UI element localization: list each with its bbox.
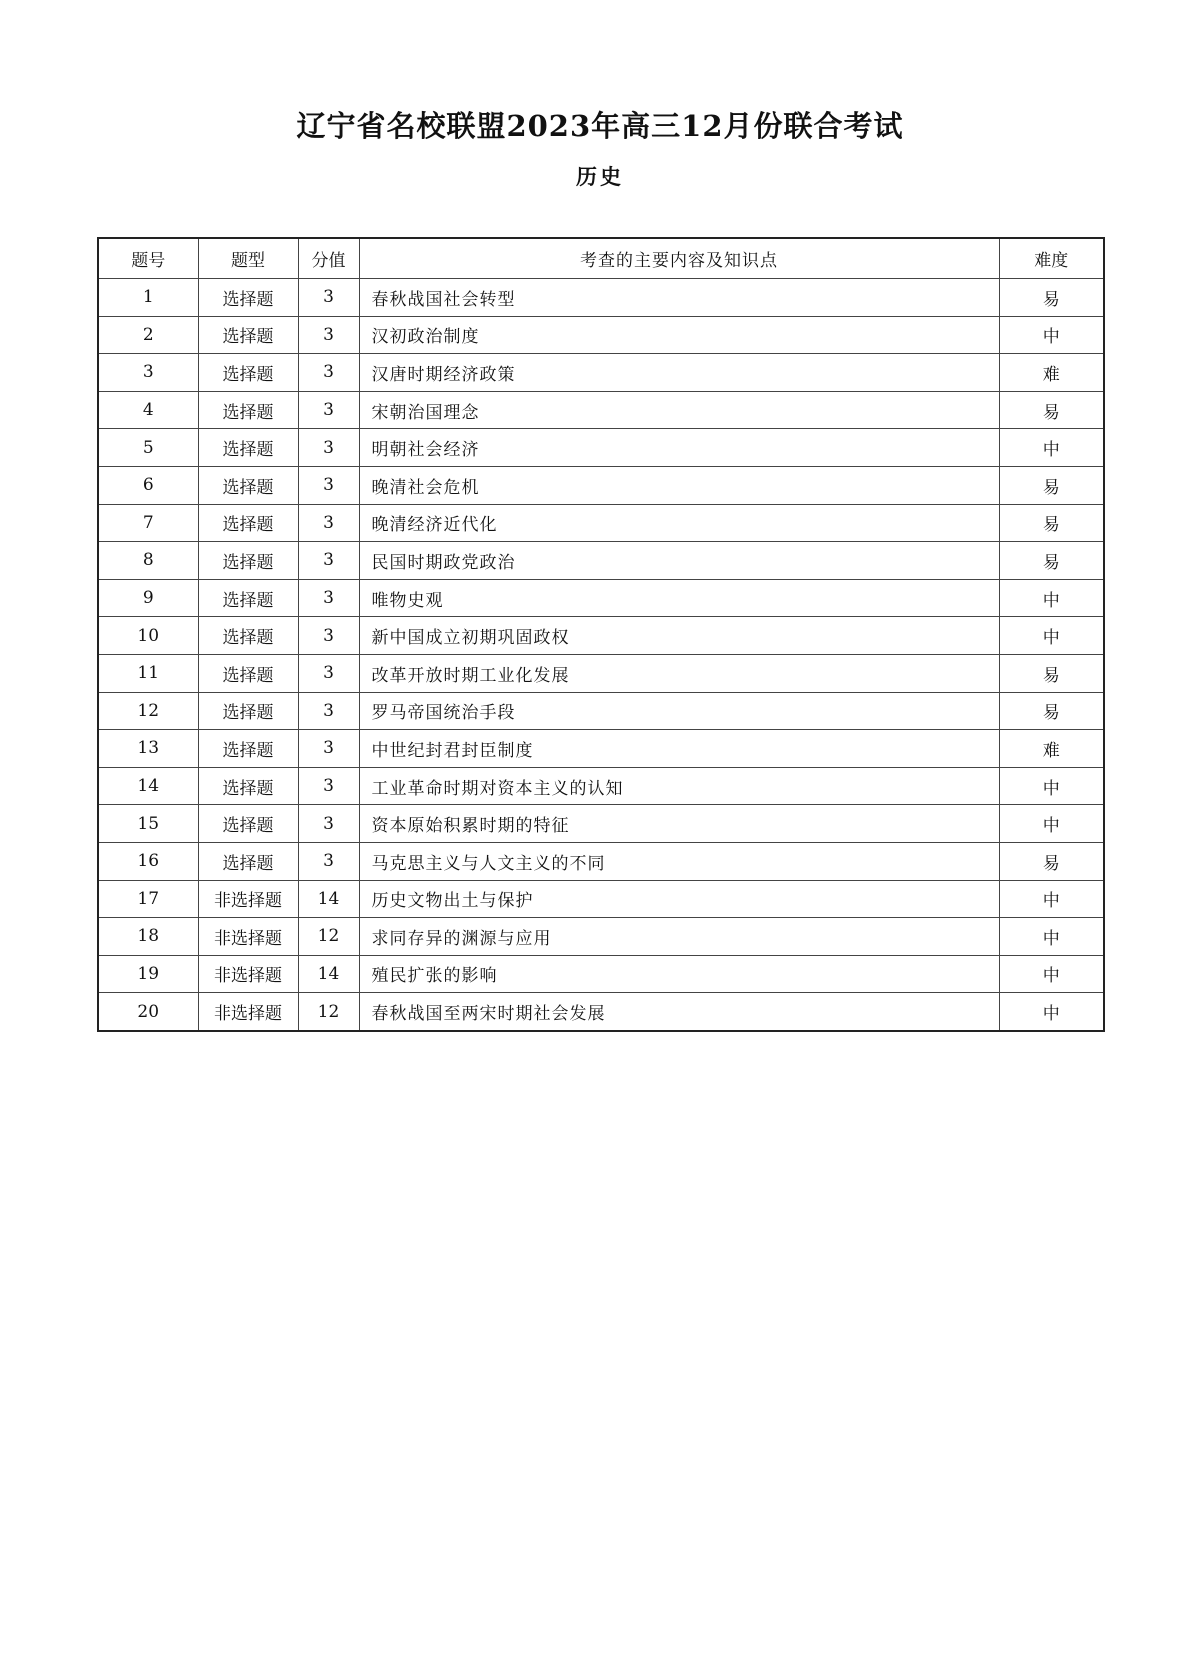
question-number-cell: 9	[98, 579, 198, 617]
page-title: 辽宁省名校联盟2023年高三12月份联合考试	[296, 109, 904, 143]
question-number-cell: 11	[98, 654, 198, 692]
content-cell: 改革开放时期工业化发展	[359, 654, 999, 692]
question-type-cell: 选择题	[198, 542, 298, 580]
table-row	[98, 617, 1104, 655]
table-row	[98, 805, 1104, 843]
question-number-cell: 18	[98, 918, 198, 956]
question-number-cell: 20	[98, 993, 198, 1031]
question-type-cell: 选择题	[198, 391, 298, 429]
difficulty-cell: 中	[999, 955, 1104, 993]
content-cell: 工业革命时期对资本主义的认知	[359, 767, 999, 805]
difficulty-cell: 易	[999, 279, 1104, 317]
question-type-cell: 选择题	[198, 617, 298, 655]
score-cell: 3	[298, 316, 359, 354]
table-row	[98, 542, 1104, 580]
score-cell: 3	[298, 579, 359, 617]
table-row	[98, 391, 1104, 429]
difficulty-cell: 易	[999, 504, 1104, 542]
content-cell: 中世纪封君封臣制度	[359, 730, 999, 768]
score-cell: 3	[298, 617, 359, 655]
content-cell: 历史文物出土与保护	[359, 880, 999, 918]
table-row	[98, 880, 1104, 918]
question-type-cell: 选择题	[198, 692, 298, 730]
question-number-cell: 12	[98, 692, 198, 730]
header-question-type: 题型	[198, 238, 298, 279]
question-type-cell: 选择题	[198, 730, 298, 768]
table-row	[98, 993, 1104, 1031]
content-cell: 春秋战国社会转型	[359, 279, 999, 317]
question-number-cell: 3	[98, 354, 198, 392]
content-cell: 汉初政治制度	[359, 316, 999, 354]
difficulty-cell: 中	[999, 805, 1104, 843]
score-cell: 3	[298, 466, 359, 504]
question-number-cell: 2	[98, 316, 198, 354]
difficulty-cell: 中	[999, 993, 1104, 1031]
question-type-cell: 选择题	[198, 654, 298, 692]
header-difficulty: 难度	[999, 238, 1104, 279]
content-cell: 明朝社会经济	[359, 429, 999, 467]
difficulty-cell: 中	[999, 316, 1104, 354]
question-number-cell: 7	[98, 504, 198, 542]
content-cell: 民国时期政党政治	[359, 542, 999, 580]
question-type-cell: 选择题	[198, 805, 298, 843]
table-row	[98, 466, 1104, 504]
table-row	[98, 579, 1104, 617]
table-row	[98, 767, 1104, 805]
score-cell: 12	[298, 993, 359, 1031]
content-cell: 资本原始积累时期的特征	[359, 805, 999, 843]
difficulty-cell: 中	[999, 429, 1104, 467]
question-number-cell: 19	[98, 955, 198, 993]
difficulty-cell: 易	[999, 654, 1104, 692]
content-cell: 殖民扩张的影响	[359, 955, 999, 993]
question-type-cell: 选择题	[198, 279, 298, 317]
difficulty-cell: 中	[999, 918, 1104, 956]
subject-heading: 历史	[576, 165, 624, 189]
question-number-cell: 10	[98, 617, 198, 655]
score-cell: 3	[298, 805, 359, 843]
difficulty-cell: 中	[999, 579, 1104, 617]
score-cell: 3	[298, 842, 359, 880]
question-number-cell: 4	[98, 391, 198, 429]
question-type-cell: 选择题	[198, 504, 298, 542]
table-header-row	[98, 238, 1104, 279]
question-type-cell: 非选择题	[198, 955, 298, 993]
difficulty-cell: 易	[999, 542, 1104, 580]
score-cell: 3	[298, 391, 359, 429]
table-row	[98, 429, 1104, 467]
content-cell: 汉唐时期经济政策	[359, 354, 999, 392]
table-row	[98, 279, 1104, 317]
score-cell: 3	[298, 767, 359, 805]
score-cell: 3	[298, 354, 359, 392]
score-cell: 14	[298, 955, 359, 993]
difficulty-cell: 易	[999, 692, 1104, 730]
score-cell: 3	[298, 504, 359, 542]
content-cell: 马克思主义与人文主义的不同	[359, 842, 999, 880]
table-body	[98, 279, 1104, 1031]
question-type-cell: 选择题	[198, 842, 298, 880]
table-row	[98, 504, 1104, 542]
difficulty-cell: 易	[999, 466, 1104, 504]
content-cell: 晚清社会危机	[359, 466, 999, 504]
header-question-number: 题号	[98, 238, 198, 279]
question-number-cell: 5	[98, 429, 198, 467]
table-row	[98, 955, 1104, 993]
score-cell: 3	[298, 279, 359, 317]
question-type-cell: 非选择题	[198, 880, 298, 918]
difficulty-cell: 中	[999, 880, 1104, 918]
question-type-cell: 选择题	[198, 354, 298, 392]
difficulty-cell: 难	[999, 730, 1104, 768]
content-cell: 唯物史观	[359, 579, 999, 617]
score-cell: 3	[298, 730, 359, 768]
score-cell: 3	[298, 654, 359, 692]
question-number-cell: 6	[98, 466, 198, 504]
difficulty-cell: 易	[999, 842, 1104, 880]
difficulty-cell: 中	[999, 767, 1104, 805]
question-type-cell: 选择题	[198, 316, 298, 354]
question-number-cell: 14	[98, 767, 198, 805]
question-type-cell: 选择题	[198, 466, 298, 504]
header-content: 考查的主要内容及知识点	[359, 238, 999, 279]
table-row	[98, 730, 1104, 768]
question-type-cell: 选择题	[198, 429, 298, 467]
table-row	[98, 354, 1104, 392]
content-cell: 晚清经济近代化	[359, 504, 999, 542]
question-number-cell: 13	[98, 730, 198, 768]
question-type-cell: 选择题	[198, 579, 298, 617]
header-score: 分值	[298, 238, 359, 279]
question-type-cell: 非选择题	[198, 918, 298, 956]
question-type-cell: 选择题	[198, 767, 298, 805]
table-row	[98, 842, 1104, 880]
content-cell: 新中国成立初期巩固政权	[359, 617, 999, 655]
score-cell: 3	[298, 429, 359, 467]
table-row	[98, 316, 1104, 354]
table-row	[98, 654, 1104, 692]
difficulty-cell: 中	[999, 617, 1104, 655]
question-number-cell: 8	[98, 542, 198, 580]
exam-spec-table	[97, 237, 1105, 1032]
question-type-cell: 非选择题	[198, 993, 298, 1031]
table-row	[98, 918, 1104, 956]
difficulty-cell: 易	[999, 391, 1104, 429]
question-number-cell: 17	[98, 880, 198, 918]
question-number-cell: 15	[98, 805, 198, 843]
question-number-cell: 16	[98, 842, 198, 880]
table-row	[98, 692, 1104, 730]
score-cell: 3	[298, 542, 359, 580]
content-cell: 求同存异的渊源与应用	[359, 918, 999, 956]
score-cell: 12	[298, 918, 359, 956]
score-cell: 14	[298, 880, 359, 918]
difficulty-cell: 难	[999, 354, 1104, 392]
content-cell: 罗马帝国统治手段	[359, 692, 999, 730]
question-number-cell: 1	[98, 279, 198, 317]
score-cell: 3	[298, 692, 359, 730]
content-cell: 宋朝治国理念	[359, 391, 999, 429]
content-cell: 春秋战国至两宋时期社会发展	[359, 993, 999, 1031]
